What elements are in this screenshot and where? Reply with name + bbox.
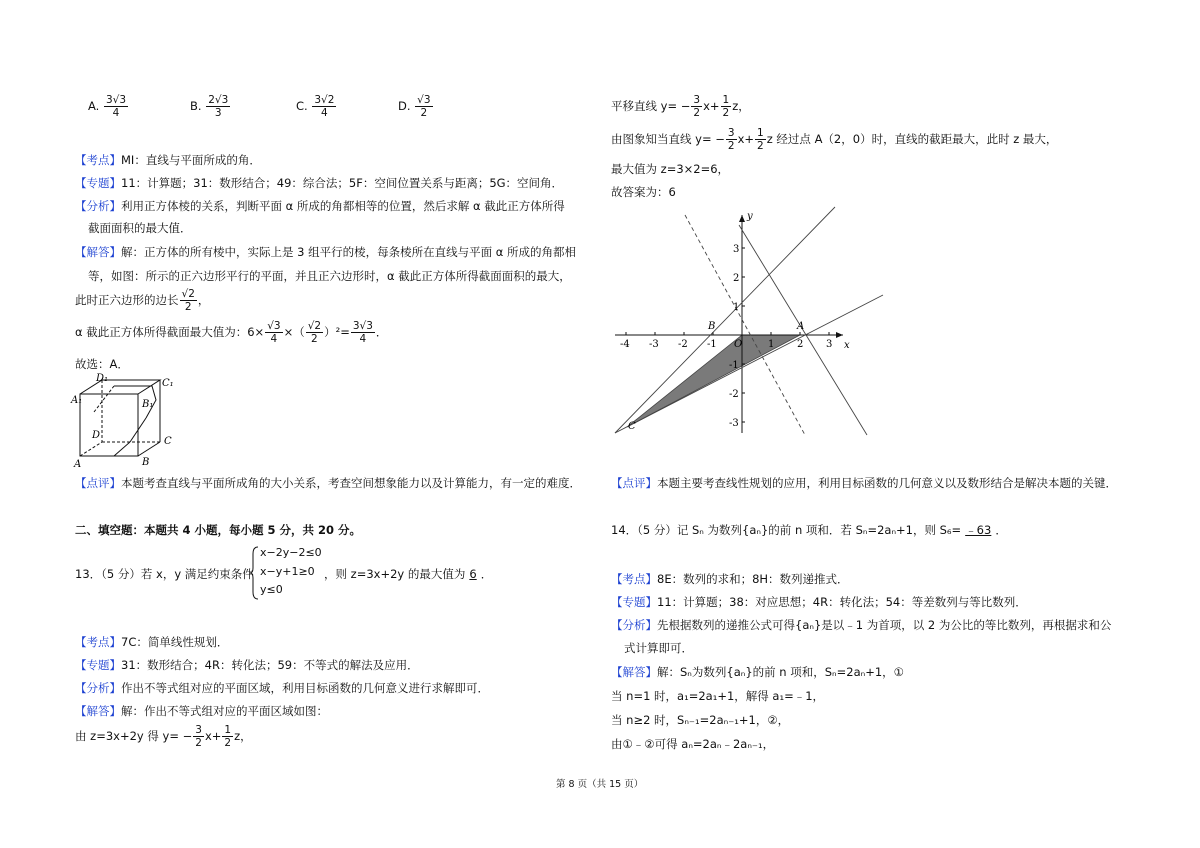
option-d [398, 94, 434, 119]
option-b-label: B. [190, 99, 202, 113]
area-f3-den: 4 [359, 333, 367, 345]
area-end: ． [375, 325, 388, 339]
area-fraction-2 [306, 320, 323, 345]
jieda-text-3 [75, 288, 209, 313]
cube-label-c1: C₁ [162, 378, 174, 389]
from-f2-num: 1 [224, 724, 232, 736]
from-post: z， [234, 729, 252, 743]
cube-hidden-edge-d [80, 442, 102, 456]
line1-f1-den: 2 [693, 107, 701, 119]
jieda-tag: 【解答】 [75, 245, 121, 259]
zhuanti-text: 31：数形结合；4R：转化法；59：不等式的解法及应用． [121, 658, 419, 672]
option-a-fraction [104, 94, 128, 119]
fenxi-text: 作出不等式组对应的平面区域，利用目标函数的几何意义进行求解即可． [121, 681, 489, 695]
option-b-fraction [206, 94, 230, 119]
section-edge-3 [114, 442, 130, 456]
cube-label-a1: A₁ [71, 395, 83, 406]
option-a-label: A. [88, 99, 100, 113]
answer-line: 故答案为：6 [611, 185, 676, 199]
q13-stem-post [324, 566, 492, 582]
area-fraction-1 [265, 320, 282, 345]
system-brace-icon [250, 546, 260, 600]
line2-mid: x+ [737, 132, 755, 146]
q13-stem-text: ，则 z=3x+2y 的最大值为 [324, 567, 466, 581]
line-x-y-plus-1 [615, 207, 835, 433]
q12-kaodian [75, 152, 261, 168]
q13-zhuanti [75, 657, 419, 673]
cube-label-c: C [164, 436, 172, 447]
from-fraction-2 [222, 724, 233, 749]
option-c-fraction [312, 94, 336, 119]
area-fraction-3 [351, 320, 375, 345]
max-value-line: 最大值为 z=3×2=6， [611, 162, 730, 176]
option-b-den: 3 [214, 107, 222, 119]
q14-fenxi [611, 617, 1111, 633]
from-f1-den: 2 [195, 737, 202, 749]
fenxi-tag: 【分析】 [611, 618, 657, 632]
area-f1-den: 4 [270, 333, 278, 345]
q12-zhuanti [75, 175, 563, 191]
q13-dianping [611, 475, 1117, 491]
jieda-text-1: 解：Sₙ为数列{aₙ}的前 n 项和，Sₙ=2aₙ+1，① [657, 665, 904, 679]
ytick-label: -3 [729, 418, 739, 429]
ytick-label: 3 [733, 244, 740, 255]
fenxi-text-1: 利用正方体棱的关系，判断平面 α 所成的角都相等的位置，然后求解 α 截此正方体所得 [121, 199, 565, 213]
line2-f2-den: 2 [757, 140, 764, 152]
dianping-text: 本题主要考查线性规划的应用，利用目标函数的几何意义以及数形结合是解决本题的关键． [657, 476, 1117, 490]
option-a-den: 4 [112, 107, 120, 119]
q13-stem-end: ． [480, 567, 493, 581]
zhuanti-tag: 【专题】 [611, 595, 657, 609]
line2-pre: 由图象知当直线 y= − [611, 132, 725, 146]
option-b [190, 94, 231, 119]
line2-f1-den: 2 [727, 140, 735, 152]
y-axis-arrow-icon [739, 215, 745, 222]
option-a [88, 94, 129, 119]
option-c-num: 3√2 [314, 94, 335, 106]
xtick-label: 2 [797, 339, 804, 350]
q13-fenxi [75, 680, 489, 696]
jieda-text-1: 解：正方体的所有棱中，实际上是 3 组平行的棱，每条棱所在直线与平面 α 所成的角都相 [121, 245, 577, 259]
kaodian-text: 8E：数列的求和；8H：数列递推式． [657, 572, 849, 586]
ytick-label: -2 [729, 389, 739, 400]
q13-from-line [75, 724, 252, 749]
q12-jieda [75, 244, 576, 260]
jieda-text: 解：作出不等式组对应的平面区域如图： [121, 704, 328, 718]
cube-label-a: A [74, 459, 82, 470]
area-f1-num: √3 [267, 320, 281, 332]
line1-pre: 平移直线 y= − [611, 99, 691, 113]
side-length-den: 2 [184, 301, 192, 313]
option-c-den: 4 [321, 107, 328, 119]
jieda3-pre: 此时正六边形的边长 [75, 293, 179, 307]
from-mid: x+ [204, 729, 222, 743]
dianping-tag: 【点评】 [75, 476, 121, 490]
point-b-label: B [708, 321, 716, 332]
q14-answer: ﹣63 [965, 523, 992, 537]
area-f2-den: 2 [311, 333, 318, 345]
kaodian-tag: 【考点】 [611, 572, 657, 586]
dianping-tag: 【点评】 [611, 476, 657, 490]
fenxi-text-2: 截面面积的最大值． [88, 221, 192, 235]
from-f1-num: 3 [195, 724, 202, 736]
x-axis-arrow-icon [836, 332, 843, 338]
dianping-text: 本题考查直线与平面所成角的大小关系，考查空间想象能力以及计算能力，有一定的难度． [121, 476, 581, 490]
ytick-label: 2 [733, 273, 740, 284]
option-d-den: 2 [420, 107, 428, 119]
jieda-text-2: 等，如图：所示的正六边形平行的平面，并且正六边形时，α 截此正方体所得截面面积的最大， [88, 269, 571, 283]
q13-stem-pre: 13．（5 分）若 x，y 满足约束条件 [75, 567, 254, 581]
q13-translate-line [611, 94, 750, 119]
line1-fraction-1 [691, 94, 702, 119]
zhuanti-text: 11：计算题；31：数形结合；49：综合法；5F：空间位置关系与距离；5G：空间角． [121, 176, 564, 190]
constraint-3: y≤0 [260, 583, 283, 596]
q14-stem [611, 522, 1007, 538]
ytick-label: -1 [729, 360, 739, 371]
kaodian-text: 7C：简单线性规划． [121, 635, 229, 649]
q13-jieda [75, 703, 328, 719]
area-f2-num: √2 [307, 320, 322, 332]
q14-stem-text: 14．（5 分）记 Sₙ 为数列{aₙ}的前 n 项和．若 Sₙ=2aₙ+1，则 S₆= [611, 523, 962, 537]
option-d-label: D. [398, 99, 411, 113]
xtick-label: 1 [768, 339, 775, 350]
xtick-label: -1 [707, 339, 717, 350]
line-x-2y-2 [615, 295, 883, 433]
line2-post: z 经过点 A（2，0）时，直线的截距最大，此时 z 最大， [766, 132, 1058, 146]
q13-kaodian [75, 634, 228, 650]
q14-jieda [611, 664, 904, 680]
line2-f2-num: 1 [757, 127, 764, 139]
ytick-label: 1 [733, 302, 740, 313]
jieda3-post: ， [197, 293, 210, 307]
q13-graph-line [611, 127, 1057, 152]
jieda-tag: 【解答】 [611, 665, 657, 679]
line1-fraction-2 [721, 94, 732, 119]
line1-post: z， [732, 99, 750, 113]
line2-f1-num: 3 [727, 127, 735, 139]
jieda-text-3: 当 n≥2 时，Sₙ₋₁=2aₙ₋₁+1，②， [611, 713, 790, 727]
q14-kaodian [611, 571, 849, 587]
from-fraction-1 [193, 724, 204, 749]
line2-fraction-1 [726, 127, 737, 152]
line1-f2-den: 2 [722, 107, 730, 119]
q12-fenxi [75, 198, 565, 214]
line2-fraction-2 [755, 127, 766, 152]
cube-label-d: D [92, 430, 101, 441]
point-c-label: C [628, 421, 636, 432]
origin-label: O [734, 339, 743, 350]
cube-label-d1: D₁ [96, 373, 109, 384]
from-pre: 由 z=3x+2y 得 y= − [75, 729, 193, 743]
cube-front-face [80, 394, 138, 456]
xtick-label: -2 [678, 339, 688, 350]
area-mid: ×（ [283, 325, 305, 339]
option-c [296, 94, 337, 119]
cube-label-b1: B₁ [142, 399, 154, 410]
fenxi-text-2: 式计算即可． [624, 641, 693, 655]
fenxi-tag: 【分析】 [75, 199, 121, 213]
fenxi-tag: 【分析】 [75, 681, 121, 695]
kaodian-text: MI：直线与平面所成的角． [121, 153, 261, 167]
zhuanti-tag: 【专题】 [75, 658, 121, 672]
side-length-num: √2 [181, 288, 195, 300]
q14-stem-end: ． [995, 523, 1007, 537]
cube-figure [70, 372, 180, 470]
page-footer: 第 8 页（共 15 页） [556, 779, 644, 790]
constraint-2: x−y+1≥0 [260, 565, 315, 578]
q13-answer: 6 [469, 567, 477, 581]
option-d-num: √3 [417, 94, 431, 106]
area-f3-num: 3√3 [352, 320, 373, 332]
area-pre: α 截此正方体所得截面最大值为：6× [75, 325, 265, 339]
option-a-num: 3√3 [105, 94, 127, 106]
zhuanti-text: 11：计算题；38：对应思想；4R：转化法；54：等差数列与等比数列． [657, 595, 1027, 609]
xtick-label: -3 [649, 339, 659, 350]
q12-dianping [75, 475, 581, 491]
y-axis-label: y [747, 211, 753, 222]
side-length-fraction [180, 288, 197, 313]
jieda-text-2: 当 n=1 时，a₁=2a₁+1，解得 a₁=﹣1， [611, 689, 825, 703]
option-d-fraction [415, 94, 432, 119]
xtick-label: -4 [620, 339, 630, 350]
cube-label-b: B [142, 457, 150, 468]
zhuanti-tag: 【专题】 [75, 176, 121, 190]
line1-f1-num: 3 [693, 94, 701, 106]
jieda-tag: 【解答】 [75, 704, 121, 718]
point-a-label: A [797, 321, 805, 332]
q14-zhuanti [611, 594, 1027, 610]
guxuan-text: 故选：A． [75, 357, 129, 371]
option-b-num: 2√3 [208, 94, 229, 106]
jieda-text-4: 由①﹣②可得 aₙ=2aₙ﹣2aₙ₋₁， [611, 737, 775, 751]
from-f2-den: 2 [224, 737, 232, 749]
line1-f2-num: 1 [722, 94, 730, 106]
kaodian-tag: 【考点】 [75, 635, 121, 649]
coordinate-graph [605, 205, 905, 437]
area-mid2: ）²= [324, 325, 350, 339]
constraint-1: x−2y−2≤0 [260, 546, 322, 559]
section-heading: 二、填空题：本题共 4 小题，每小题 5 分，共 20 分。 [75, 523, 362, 537]
xtick-label: 3 [826, 339, 833, 350]
section-hidden-edge [94, 386, 114, 412]
cube-top-face [80, 380, 160, 394]
cube-bottom-right-edge [138, 442, 160, 456]
option-c-label: C. [296, 99, 308, 113]
kaodian-tag: 【考点】 [75, 153, 121, 167]
x-axis-label: x [844, 340, 850, 351]
line1-mid: x+ [703, 99, 720, 113]
area-formula [75, 320, 387, 345]
fenxi-text-1: 先根据数列的递推公式可得{aₙ}是以﹣1 为首项，以 2 为公比的等比数列，再根据求和公 [657, 618, 1112, 632]
